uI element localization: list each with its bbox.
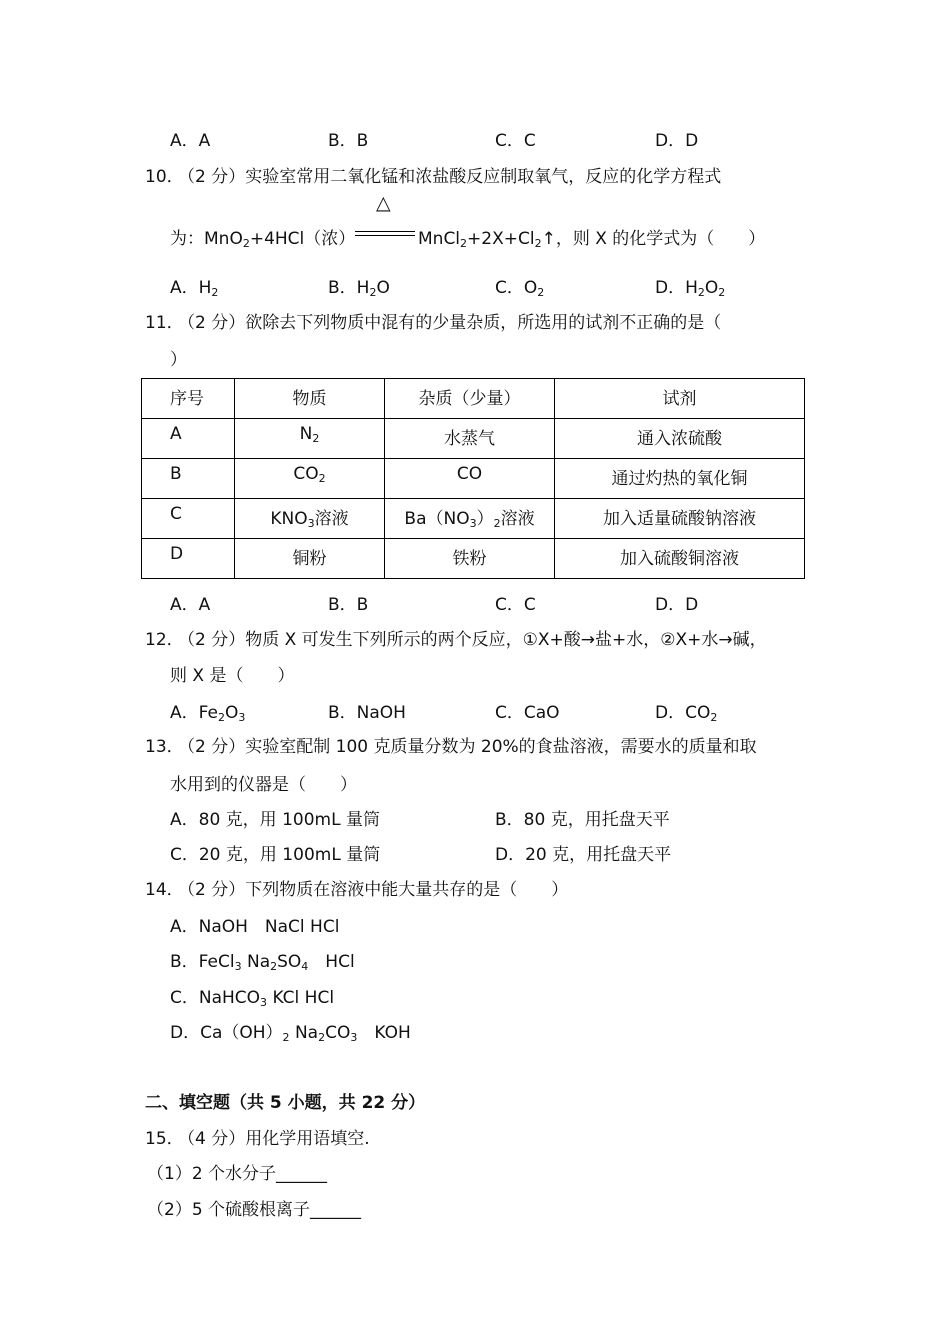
q11-option-d: D．D — [655, 595, 699, 615]
reaction-condition-arrow — [355, 192, 413, 240]
q10-equation-right: $MnCl_2+2X+Cl_2↑$，则 X 的化学式为（ ） — [418, 229, 766, 250]
q10-stem-line1: （2 分）实验室常用二氧化锰和浓盐酸反应制取氧气，反应的化学方程式 — [178, 167, 722, 187]
table-row — [142, 539, 805, 579]
table-row — [142, 459, 805, 499]
row-substance: $N_2$ — [235, 419, 385, 459]
q14-option-c: C．NaHCO$_3$ KCl HCl — [170, 988, 335, 1009]
q11-option-b: B．B — [328, 595, 369, 615]
q10-option-c: C．$O_2$ — [495, 278, 545, 299]
header-cell: 序号 — [142, 379, 235, 419]
header-cell: 物质 — [235, 379, 385, 419]
q10-option-d: D．$H_2O_2$ — [655, 278, 726, 299]
q12-stem-line1: （2 分）物质 X 可发生下列所示的两个反应，①X+酸→盐+水，②X+水→碱， — [178, 630, 767, 650]
q10-option-b: B．$H_2O$ — [328, 278, 390, 299]
q12-option-b: B．NaOH — [328, 703, 406, 723]
q10-option-a: A．$H_2$ — [170, 278, 219, 299]
table-header-row — [142, 379, 805, 419]
row-reagent: 通过灼热的氧化铜 — [555, 459, 805, 499]
row-impurity: 水蒸气 — [385, 419, 555, 459]
q15-sub2: （2）5 个硫酸根离子______ — [147, 1200, 362, 1220]
header-cell: 试剂 — [555, 379, 805, 419]
q15-sub1: （1）2 个水分子______ — [147, 1164, 328, 1184]
q12-number: 12． — [145, 630, 184, 650]
q9-option-d: D．D — [655, 131, 699, 151]
row-reagent: 加入硫酸铜溶液 — [555, 539, 805, 579]
row-impurity: $Ba(NO_3)_2$溶液 — [385, 499, 555, 539]
row-id: D — [142, 539, 235, 579]
row-substance: $CO_2$ — [235, 459, 385, 499]
q15-number: 15． — [145, 1129, 184, 1149]
q14-option-a: A．NaOH NaCl HCl — [170, 917, 340, 937]
q14-stem: （2 分）下列物质在溶液中能大量共存的是（ ） — [178, 880, 569, 900]
q13-stem-line2: 水用到的仪器是（ ） — [170, 775, 357, 795]
q11-stem-line1: （2 分）欲除去下列物质中混有的少量杂质，所选用的试剂不正确的是（ — [178, 313, 722, 333]
equal-line-top — [355, 231, 415, 232]
table-row — [142, 499, 805, 539]
q9-option-a: A．A — [170, 131, 211, 151]
q9-option-b: B．B — [328, 131, 369, 151]
q13-option-b: B．80 克，用托盘天平 — [495, 810, 670, 830]
row-id: C — [142, 499, 235, 539]
row-id: B — [142, 459, 235, 499]
q11-stem-line2: ） — [170, 350, 187, 370]
row-id: A — [142, 419, 235, 459]
q11-option-a: A．A — [170, 595, 211, 615]
q12-option-d: D．$CO_2$ — [655, 703, 718, 724]
q12-option-c: C．CaO — [495, 703, 560, 723]
row-reagent: 加入适量硫酸钠溶液 — [555, 499, 805, 539]
q14-option-b: B．FeCl$_3$ $Na_2SO_4$ HCl — [170, 952, 355, 973]
row-impurity: CO — [385, 459, 555, 499]
equal-line-bottom — [355, 235, 415, 236]
row-reagent: 通入浓硫酸 — [555, 419, 805, 459]
q9-option-c: C．C — [495, 131, 536, 151]
q13-number: 13． — [145, 737, 184, 757]
q11-table — [141, 378, 805, 579]
q13-stem-line1: （2 分）实验室配制 100 克质量分数为 20%的食盐溶液，需要水的质量和取 — [178, 737, 757, 757]
q15-stem: （4 分）用化学用语填空. — [178, 1129, 370, 1149]
table-row — [142, 419, 805, 459]
q10-equation: 为：MnO$_2$+4HCl（浓） — [170, 229, 356, 250]
row-substance: $KNO_3$溶液 — [235, 499, 385, 539]
q11-number: 11． — [145, 313, 184, 333]
q14-option-d: D．$Ca(OH)_2$ $Na_2CO_3$ KOH — [170, 1023, 411, 1044]
q10-number: 10． — [145, 167, 184, 187]
q11-option-c: C．C — [495, 595, 536, 615]
q12-option-a: A．$Fe_2O_3$ — [170, 703, 246, 724]
q14-number: 14． — [145, 880, 184, 900]
row-impurity: 铁粉 — [385, 539, 555, 579]
q13-option-d: D．20 克，用托盘天平 — [495, 845, 672, 865]
q13-option-c: C．20 克，用 100mL 量筒 — [170, 845, 381, 865]
heating-symbol: △ — [376, 192, 391, 214]
row-substance: 铜粉 — [235, 539, 385, 579]
q13-option-a: A．80 克，用 100mL 量筒 — [170, 810, 380, 830]
header-cell: 杂质（少量） — [385, 379, 555, 419]
q12-stem-line2: 则 X 是（ ） — [170, 666, 295, 686]
section-title: 二、填空题（共 5 小题，共 22 分） — [145, 1093, 426, 1113]
